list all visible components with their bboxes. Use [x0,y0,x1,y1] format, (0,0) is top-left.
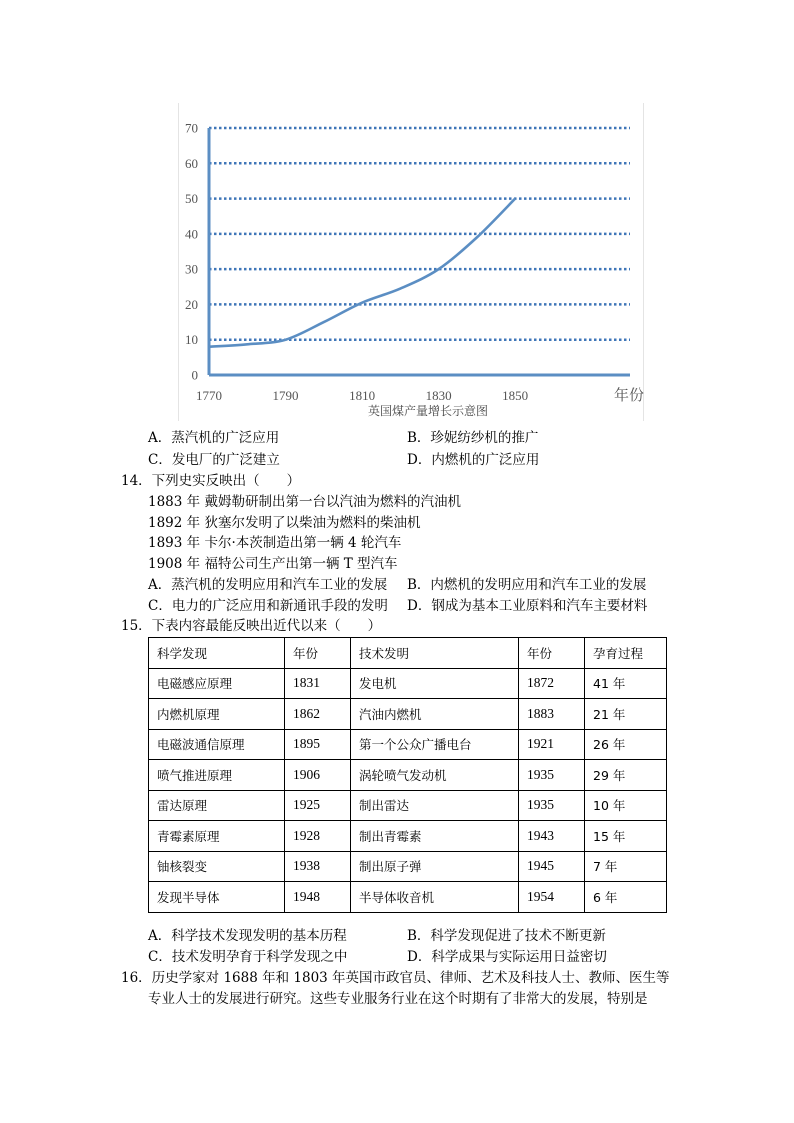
y-tick-label: 20 [185,296,198,312]
table-cell: 1928 [285,821,351,852]
table-cell: 铀核裂变 [149,851,285,882]
science-invention-table [148,637,667,913]
table-cell: 26 年 [585,729,667,760]
table-cell: 1935 [519,790,585,821]
x-axis-label: 年份 [613,386,644,404]
table-row [149,668,667,699]
q13-option-c: C．发电厂的广泛建立 [148,452,280,468]
q14-fact: 1892 年 狄塞尔发明了以柴油为燃料的柴油机 [148,515,421,531]
table-cell: 10 年 [585,790,667,821]
table-row [149,729,667,760]
series-line [209,199,515,347]
chart-svg [178,103,644,421]
table-cell: 涡轮喷气发动机 [351,760,519,791]
q13-option-b: B．珍妮纺纱机的推广 [407,430,539,446]
q15-option-a: A．科学技术发现发明的基本历程 [148,928,347,944]
q15-option-b: B．科学发现促进了技术不断更新 [407,928,606,944]
table-cell: 内燃机原理 [149,699,285,730]
table-cell: 1935 [519,760,585,791]
q14-fact: 1908 年 福特公司生产出第一辆 T 型汽车 [148,556,398,572]
q15-option-c: C．技术发明孕育于科学发现之中 [148,949,348,965]
x-tick-label: 1810 [349,388,376,403]
table-header-cell: 年份 [285,638,351,669]
table-cell: 半导体收音机 [351,882,519,913]
table-cell: 6 年 [585,882,667,913]
table-cell: 1954 [519,882,585,913]
table-cell: 1921 [519,729,585,760]
table-header-row [149,638,667,669]
y-tick-label: 30 [185,261,198,277]
table-cell: 雷达原理 [149,790,285,821]
q14-option-d: D．钢成为基本工业原料和汽车主要材料 [407,598,648,614]
table-cell: 1948 [285,882,351,913]
x-tick-label: 1770 [196,388,222,403]
y-tick-label: 70 [185,120,198,136]
table-cell: 喷气推进原理 [149,760,285,791]
table-cell: 1906 [285,760,351,791]
q14-option-b: B．内燃机的发明应用和汽车工业的发展 [407,577,647,593]
table-row [149,760,667,791]
y-tick-label: 50 [185,191,198,207]
table-cell: 发电机 [351,668,519,699]
table-cell: 电磁感应原理 [149,668,285,699]
q14-option-c: C．电力的广泛应用和新通讯手段的发明 [148,598,388,614]
table-header-cell: 科学发现 [149,638,285,669]
coal-output-chart [178,103,644,421]
table-header-cell: 年份 [519,638,585,669]
y-tick-label: 0 [191,367,198,383]
table-header-cell: 孕育过程 [585,638,667,669]
table-cell: 1883 [519,699,585,730]
table-cell: 15 年 [585,821,667,852]
table-cell: 制出青霉素 [351,821,519,852]
table-cell: 电磁波通信原理 [149,729,285,760]
table-cell: 汽油内燃机 [351,699,519,730]
table-row [149,851,667,882]
table-cell: 1862 [285,699,351,730]
q13-option-a: A．蒸汽机的广泛应用 [148,430,280,446]
q15-option-d: D．科学成果与实际运用日益密切 [407,949,607,965]
x-tick-label: 1850 [502,388,529,403]
table-cell: 1831 [285,668,351,699]
table-row [149,790,667,821]
table-cell: 29 年 [585,760,667,791]
q14-fact: 1893 年 卡尔·本茨制造出第一辆 4 轮汽车 [148,535,402,551]
table-cell: 1943 [519,821,585,852]
table-cell: 发现半导体 [149,882,285,913]
table-header-cell: 技术发明 [351,638,519,669]
q15-stem: 15．下表内容最能反映出近代以来（ ） [121,618,382,634]
table-cell: 41 年 [585,668,667,699]
table-cell: 第一个公众广播电台 [351,729,519,760]
y-tick-label: 60 [185,155,198,171]
x-tick-label: 1790 [272,388,299,403]
table-cell: 1938 [285,851,351,882]
table-cell: 21 年 [585,699,667,730]
table-cell: 1895 [285,729,351,760]
q14-stem: 14．下列史实反映出（ ） [121,473,301,489]
y-tick-label: 40 [185,226,198,242]
table-row [149,699,667,730]
table-row [149,882,667,913]
table-cell: 青霉素原理 [149,821,285,852]
table-row [149,821,667,852]
q14-fact: 1883 年 戴姆勒研制出第一台以汽油为燃料的汽油机 [148,494,461,510]
q16-line-2: 专业人士的发展进行研究。这些专业服务行业在这个时期有了非常大的发展，特别是 [148,991,648,1007]
table-cell: 制出雷达 [351,790,519,821]
table-cell: 7 年 [585,851,667,882]
q14-option-a: A．蒸汽机的发明应用和汽车工业的发展 [148,577,388,593]
y-tick-label: 10 [185,332,198,348]
chart-title: 英国煤产量增长示意图 [367,404,489,418]
table-cell: 1925 [285,790,351,821]
q13-option-d: D．内燃机的广泛应用 [407,452,540,468]
q16-line-1: 16．历史学家对 1688 年和 1803 年英国市政官员、律师、艺术及科技人士、教师、医生等 [121,970,670,986]
table-cell: 1945 [519,851,585,882]
table-cell: 制出原子弹 [351,851,519,882]
table-cell: 1872 [519,668,585,699]
x-tick-label: 1830 [425,388,452,403]
